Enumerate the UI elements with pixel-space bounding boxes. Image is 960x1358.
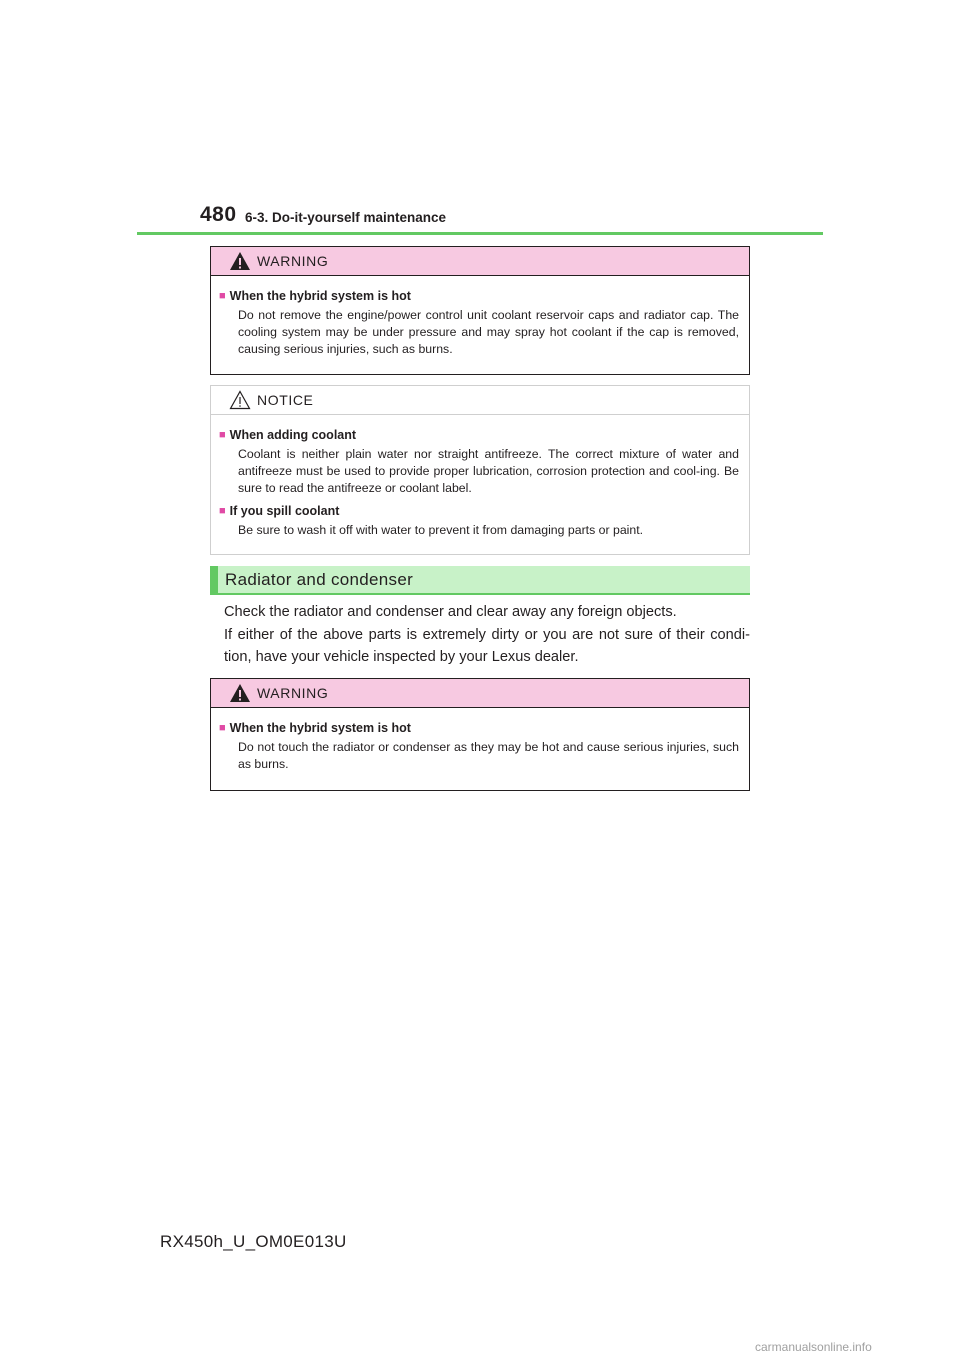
- warning-triangle-icon: [229, 683, 251, 703]
- warning-item-title: [219, 721, 739, 735]
- notice-item-title: [219, 428, 739, 442]
- notice-item-title-text: If you spill coolant: [229, 504, 340, 518]
- warning-item: [219, 289, 739, 358]
- section-paragraph: Check the radiator and condenser and clear away any foreign objects.: [224, 604, 677, 620]
- notice-item: [219, 504, 739, 539]
- warning-header: [211, 247, 749, 276]
- warning-label: WARNING: [257, 253, 329, 269]
- square-bullet-icon: ■: [219, 722, 226, 734]
- notice-body: [211, 415, 749, 551]
- warning-box-hot-system: [210, 246, 750, 375]
- notice-item-title-text: When adding coolant: [229, 428, 357, 442]
- section-paragraph: If either of the above parts is extremely dirty or you are not sure of their condi-tion, have your vehicle inspected by your Lexus dealer.: [224, 627, 750, 665]
- notice-triangle-icon: [229, 390, 251, 410]
- square-bullet-icon: ■: [219, 429, 226, 441]
- section-title: 6-3. Do-it-yourself maintenance: [245, 210, 447, 225]
- page-number: 480: [200, 203, 237, 226]
- warning-item-title-text: When the hybrid system is hot: [229, 721, 411, 735]
- warning-body: [211, 276, 749, 370]
- page-header: [0, 0, 960, 240]
- notice-item: [219, 428, 739, 497]
- notice-label: NOTICE: [257, 392, 314, 408]
- warning-triangle-icon: [229, 251, 251, 271]
- header-divider: [137, 232, 823, 235]
- warning-label: WARNING: [257, 685, 329, 701]
- warning-item-title-text: When the hybrid system is hot: [229, 289, 411, 303]
- section-heading: Radiator and condenser: [210, 566, 750, 595]
- warning-item-title: [219, 289, 739, 303]
- warning-item: [219, 721, 739, 773]
- square-bullet-icon: ■: [219, 505, 226, 517]
- warning-body: [211, 708, 749, 785]
- warning-box-radiator: [210, 678, 750, 791]
- warning-item-text: Do not remove the engine/power control unit coolant reservoir caps and radiator cap. The cooling system may be under pressure and may spray hot coolant if the cap is removed, causing serious injuries, such as burns.: [238, 308, 739, 356]
- notice-item-text: Coolant is neither plain water nor straight antifreeze. The correct mixture of water and antifreeze must be used to provide proper lubrication, corrosion protection and cool-ing. Be sure to read the antifreeze or coolant label.: [238, 447, 739, 495]
- watermark: carmanualsonline.info: [755, 1340, 872, 1354]
- warning-item-text: Do not touch the radiator or condenser as they may be hot and cause serious injuries, such as burns.: [238, 740, 739, 771]
- model-code: RX450h_U_OM0E013U: [160, 1232, 347, 1251]
- notice-item-title: [219, 504, 739, 518]
- warning-header: [211, 679, 749, 708]
- square-bullet-icon: ■: [219, 290, 226, 302]
- notice-header: [211, 386, 749, 415]
- notice-box-coolant: [210, 385, 750, 555]
- notice-item-text: Be sure to wash it off with water to prevent it from damaging parts or paint.: [238, 523, 644, 537]
